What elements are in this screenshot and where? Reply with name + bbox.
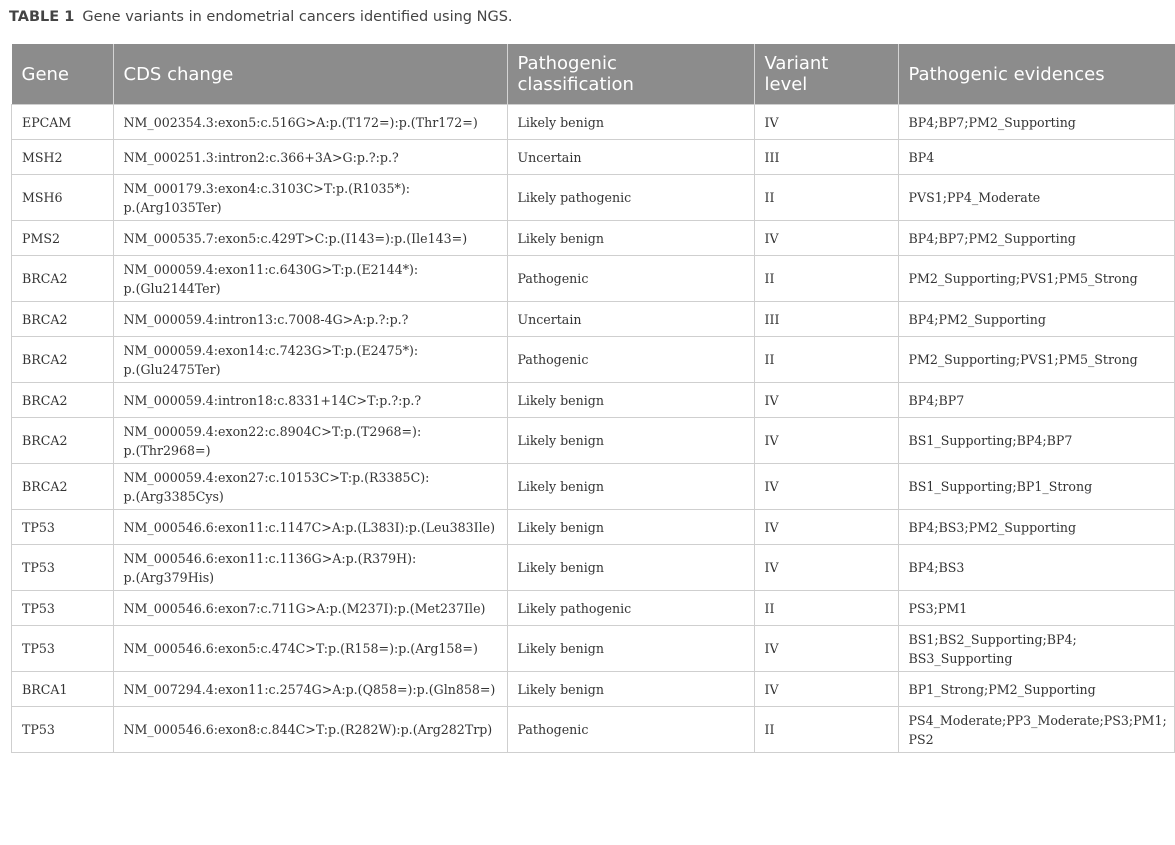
classification-cell: Pathogenic: [507, 256, 754, 302]
variant-level-cell: IV: [754, 626, 898, 672]
table-row: [12, 418, 1175, 464]
classification-cell: Likely benign: [507, 672, 754, 707]
table-row: [12, 105, 1175, 140]
table-row: [12, 707, 1175, 753]
evidence-cell: PS4_Moderate;PP3_Moderate;PS3;PM1; PS2: [898, 707, 1175, 753]
table-row: [12, 221, 1175, 256]
table-row: [12, 175, 1175, 221]
cds-change-cell: NM_002354.3:exon5:c.516G>A:p.(T172=):p.(Thr172=): [113, 105, 507, 140]
gene-cell: TP53: [12, 545, 114, 591]
gene-cell: TP53: [12, 707, 114, 753]
table-row: [12, 591, 1175, 626]
variant-level-cell: IV: [754, 464, 898, 510]
evidence-cell: BP4;BP7;PM2_Supporting: [898, 105, 1175, 140]
gene-cell: BRCA2: [12, 383, 114, 418]
evidence-cell: PS3;PM1: [898, 591, 1175, 626]
evidence-cell: BP1_Strong;PM2_Supporting: [898, 672, 1175, 707]
gene-cell: MSH6: [12, 175, 114, 221]
cds-change-cell: NM_000546.6:exon11:c.1136G>A:p.(R379H): p.(Arg379His): [113, 545, 507, 591]
variant-level-cell: IV: [754, 383, 898, 418]
cds-change-cell: NM_007294.4:exon11:c.2574G>A:p.(Q858=):p.(Gln858=): [113, 672, 507, 707]
gene-cell: BRCA2: [12, 256, 114, 302]
classification-cell: Likely benign: [507, 221, 754, 256]
evidence-cell: BP4;BS3: [898, 545, 1175, 591]
classification-cell: Likely benign: [507, 105, 754, 140]
variant-level-cell: IV: [754, 418, 898, 464]
classification-cell: Likely benign: [507, 510, 754, 545]
variant-level-cell: IV: [754, 105, 898, 140]
gene-cell: BRCA2: [12, 464, 114, 510]
variant-level-cell: IV: [754, 672, 898, 707]
gene-cell: BRCA2: [12, 337, 114, 383]
table-row: [12, 256, 1175, 302]
variant-level-cell: II: [754, 256, 898, 302]
gene-cell: BRCA1: [12, 672, 114, 707]
classification-cell: Likely pathogenic: [507, 591, 754, 626]
cds-change-cell: NM_000546.6:exon11:c.1147C>A:p.(L383I):p.(Leu383Ile): [113, 510, 507, 545]
cds-change-cell: NM_000546.6:exon5:c.474C>T:p.(R158=):p.(Arg158=): [113, 626, 507, 672]
table-row: [12, 545, 1175, 591]
evidence-cell: BP4;BS3;PM2_Supporting: [898, 510, 1175, 545]
evidence-cell: BP4;BP7: [898, 383, 1175, 418]
table-title: Gene variants in endometrial cancers identified using NGS.: [82, 9, 513, 25]
gene-cell: BRCA2: [12, 418, 114, 464]
cds-change-cell: NM_000535.7:exon5:c.429T>C:p.(I143=):p.(Ile143=): [113, 221, 507, 256]
evidence-cell: BS1;BS2_Supporting;BP4; BS3_Supporting: [898, 626, 1175, 672]
cds-change-cell: NM_000251.3:intron2:c.366+3A>G:p.?:p.?: [113, 140, 507, 175]
evidence-cell: BS1_Supporting;BP4;BP7: [898, 418, 1175, 464]
gene-cell: EPCAM: [12, 105, 114, 140]
table-row: [12, 626, 1175, 672]
classification-cell: Likely benign: [507, 545, 754, 591]
classification-cell: Pathogenic: [507, 707, 754, 753]
column-header-pathogenic-classification: Pathogenic classification: [507, 44, 754, 105]
gene-cell: TP53: [12, 626, 114, 672]
cds-change-cell: NM_000546.6:exon8:c.844C>T:p.(R282W):p.(Arg282Trp): [113, 707, 507, 753]
variant-level-cell: IV: [754, 510, 898, 545]
classification-cell: Likely benign: [507, 383, 754, 418]
column-header-gene: Gene: [12, 44, 114, 105]
column-header-variant-level: Variant level: [754, 44, 898, 105]
evidence-cell: BS1_Supporting;BP1_Strong: [898, 464, 1175, 510]
classification-cell: Likely benign: [507, 626, 754, 672]
table-row: [12, 464, 1175, 510]
cds-change-cell: NM_000059.4:intron13:c.7008-4G>A:p.?:p.?: [113, 302, 507, 337]
gene-cell: TP53: [12, 510, 114, 545]
variant-level-cell: II: [754, 175, 898, 221]
cds-change-cell: NM_000179.3:exon4:c.3103C>T:p.(R1035*): p.(Arg1035Ter): [113, 175, 507, 221]
table-row: [12, 383, 1175, 418]
table-label: TABLE 1: [9, 9, 75, 25]
table-row: [12, 510, 1175, 545]
variant-level-cell: IV: [754, 545, 898, 591]
evidence-cell: BP4: [898, 140, 1175, 175]
evidence-cell: PM2_Supporting;PVS1;PM5_Strong: [898, 337, 1175, 383]
variants-table: [11, 44, 1175, 753]
gene-cell: TP53: [12, 591, 114, 626]
table-row: [12, 140, 1175, 175]
evidence-cell: BP4;BP7;PM2_Supporting: [898, 221, 1175, 256]
variant-level-cell: IV: [754, 221, 898, 256]
variant-level-cell: III: [754, 302, 898, 337]
cds-change-cell: NM_000546.6:exon7:c.711G>A:p.(M237I):p.(Met237Ile): [113, 591, 507, 626]
column-header-cds-change: CDS change: [113, 44, 507, 105]
gene-cell: MSH2: [12, 140, 114, 175]
cds-change-cell: NM_000059.4:exon14:c.7423G>T:p.(E2475*): p.(Glu2475Ter): [113, 337, 507, 383]
evidence-cell: BP4;PM2_Supporting: [898, 302, 1175, 337]
gene-cell: PMS2: [12, 221, 114, 256]
cds-change-cell: NM_000059.4:exon22:c.8904C>T:p.(T2968=): p.(Thr2968=): [113, 418, 507, 464]
table-row: [12, 672, 1175, 707]
cds-change-cell: NM_000059.4:exon27:c.10153C>T:p.(R3385C): p.(Arg3385Cys): [113, 464, 507, 510]
classification-cell: Likely benign: [507, 464, 754, 510]
classification-cell: Pathogenic: [507, 337, 754, 383]
cds-change-cell: NM_000059.4:exon11:c.6430G>T:p.(E2144*): p.(Glu2144Ter): [113, 256, 507, 302]
classification-cell: Likely pathogenic: [507, 175, 754, 221]
evidence-cell: PVS1;PP4_Moderate: [898, 175, 1175, 221]
classification-cell: Likely benign: [507, 418, 754, 464]
table-body: [12, 105, 1175, 753]
variant-level-cell: III: [754, 140, 898, 175]
table-caption: [9, 9, 513, 25]
variant-level-cell: II: [754, 707, 898, 753]
table-header-row: [12, 44, 1175, 105]
classification-cell: Uncertain: [507, 302, 754, 337]
evidence-cell: PM2_Supporting;PVS1;PM5_Strong: [898, 256, 1175, 302]
column-header-pathogenic-evidences: Pathogenic evidences: [898, 44, 1175, 105]
cds-change-cell: NM_000059.4:intron18:c.8331+14C>T:p.?:p.?: [113, 383, 507, 418]
table-row: [12, 302, 1175, 337]
variant-level-cell: II: [754, 337, 898, 383]
variant-level-cell: II: [754, 591, 898, 626]
gene-cell: BRCA2: [12, 302, 114, 337]
classification-cell: Uncertain: [507, 140, 754, 175]
table-row: [12, 337, 1175, 383]
